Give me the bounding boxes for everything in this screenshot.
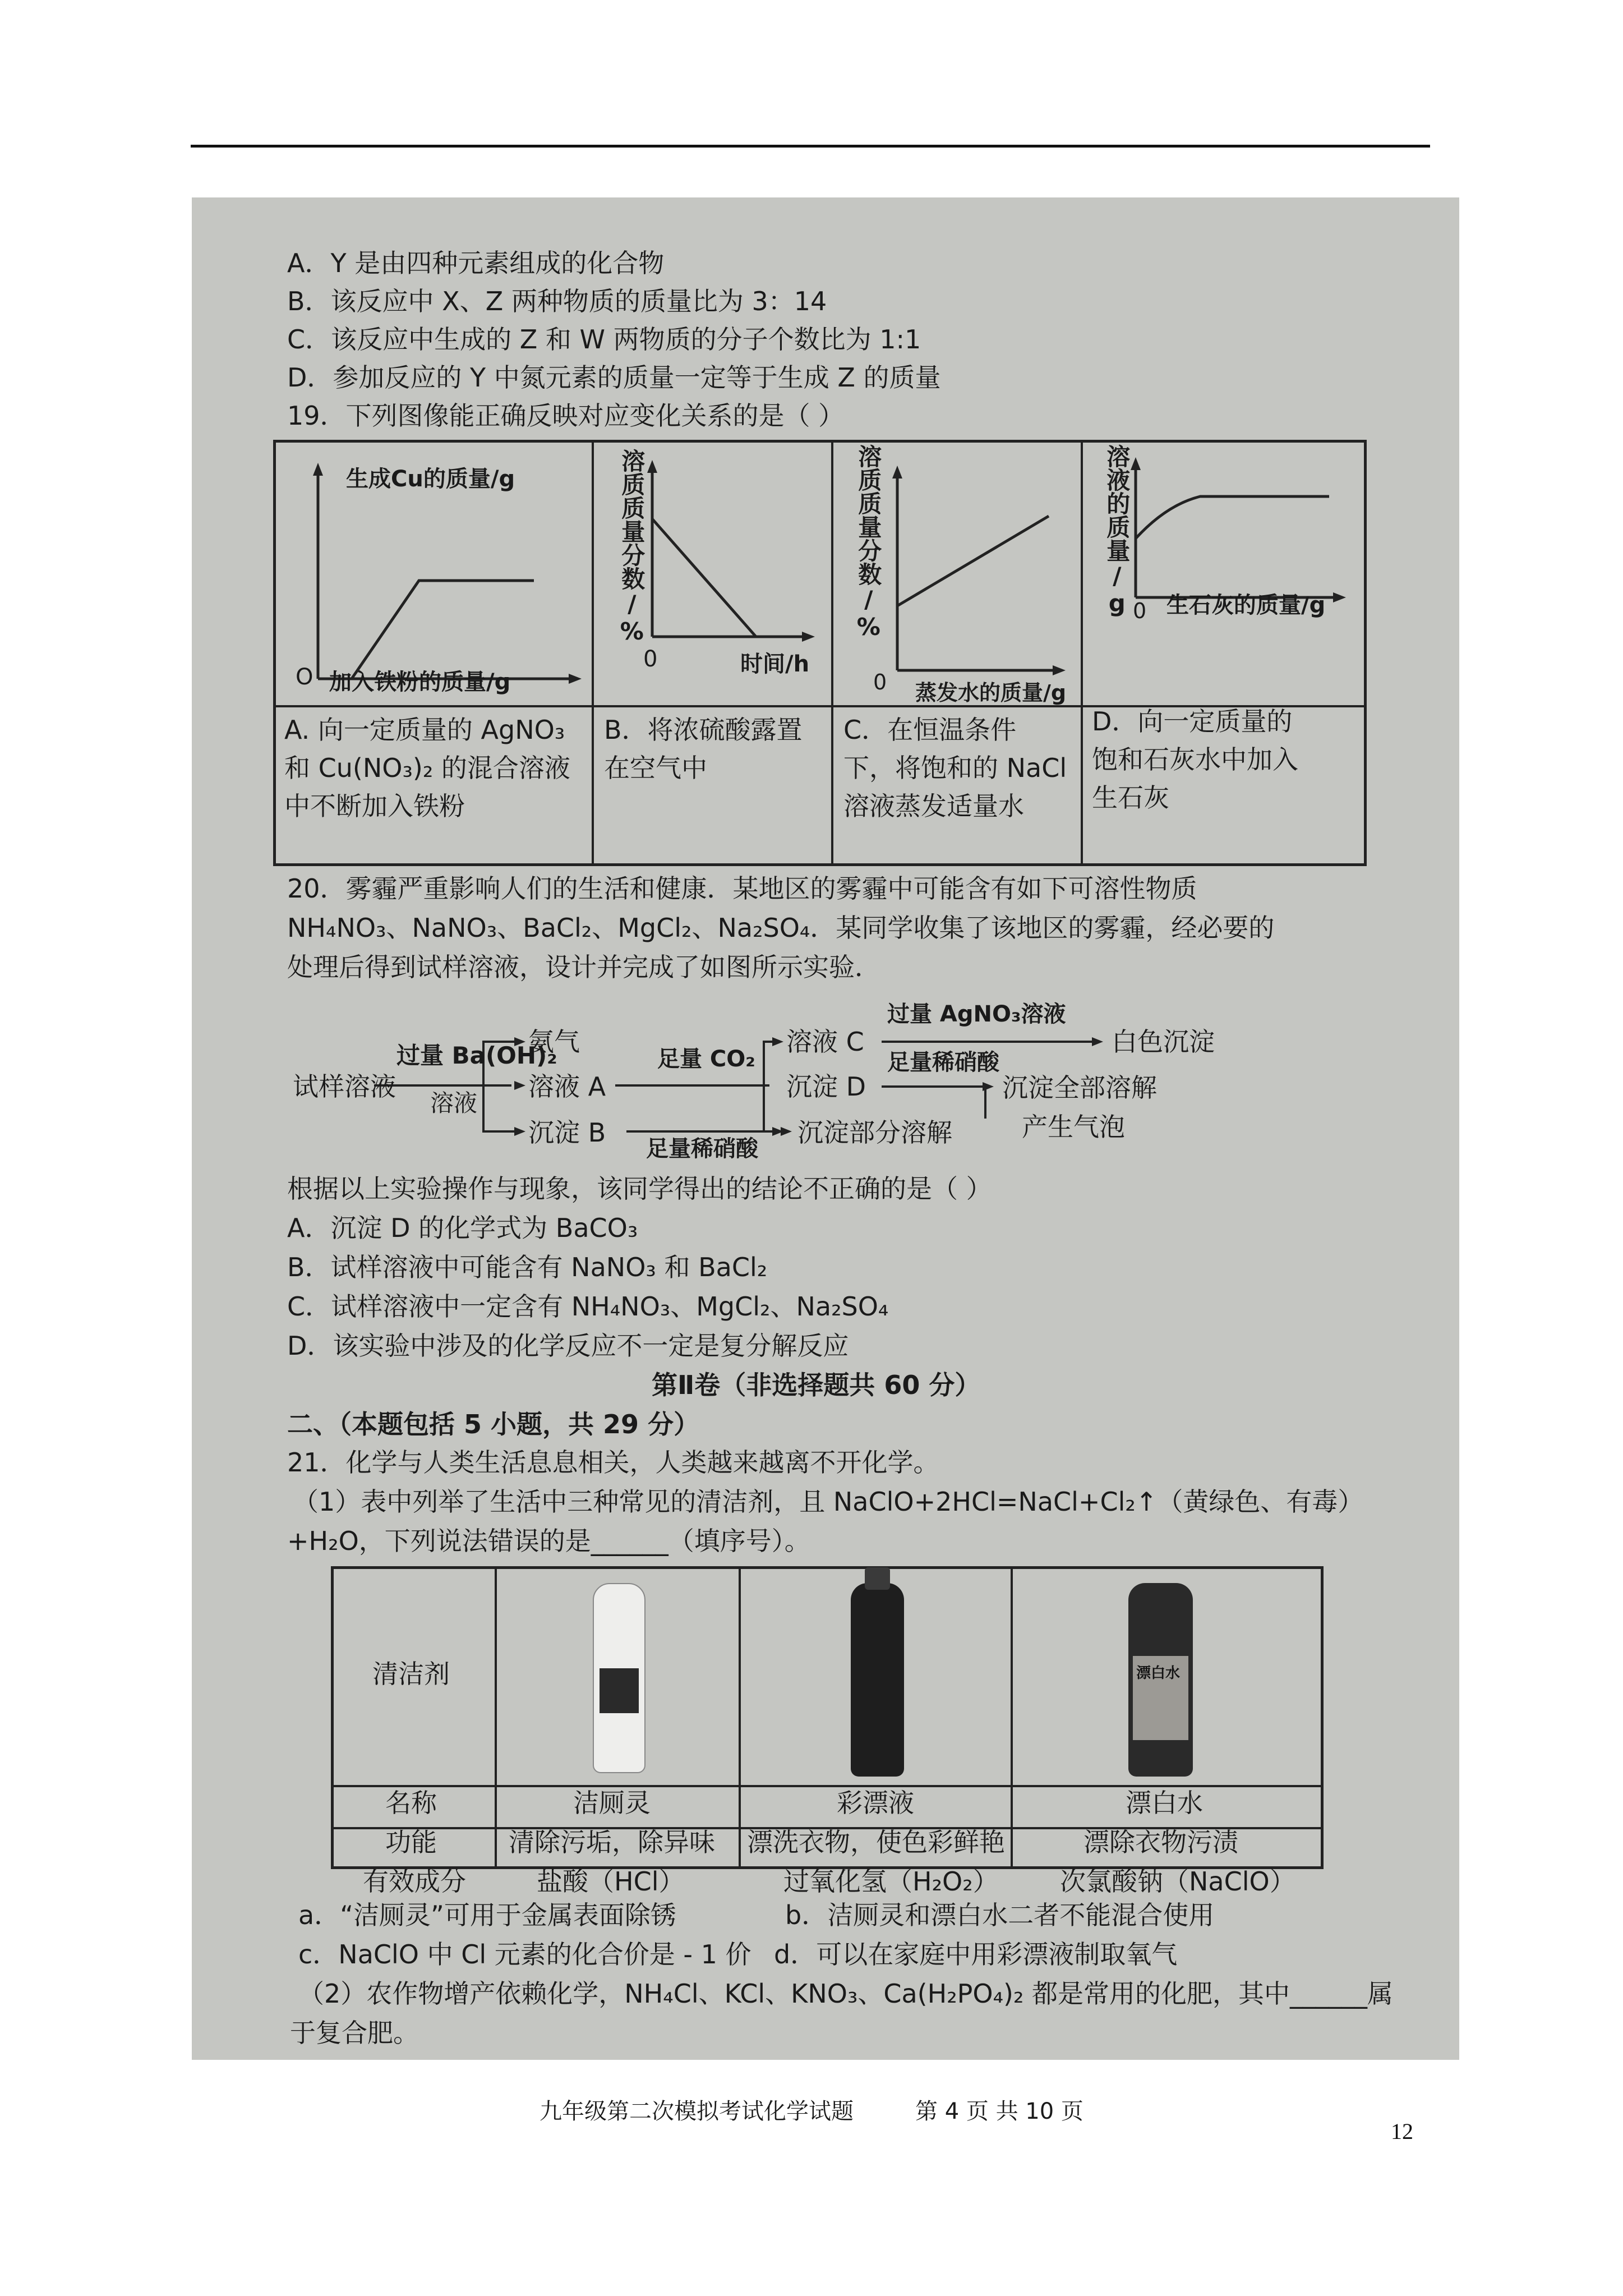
q20-option-d: D．该实验中涉及的化学反应不一定是复分解反应	[287, 1331, 849, 1361]
flow-reagent1-bottom: 溶液	[430, 1089, 478, 1117]
q21-stem: 21．化学与人类生活息息相关，人类越来越离不开化学。	[287, 1447, 939, 1478]
graph-b-caption: B．将浓硫酸露置 在空气中	[604, 715, 803, 783]
flow-reagent-hno3-b: 足量稀硝酸	[646, 1136, 758, 1162]
q20-question: 根据以上实验操作与现象，该同学得出的结论不正确的是（ ）	[287, 1174, 992, 1204]
flow-reagent-agno3: 过量 AgNO₃溶液	[887, 1001, 1066, 1027]
product-2-name: 彩漂液	[837, 1788, 914, 1818]
product-3-name: 漂白水	[1126, 1788, 1203, 1818]
flow-partial-dissolve: 沉淀部分溶解	[797, 1117, 952, 1148]
table-divider	[739, 1566, 741, 1869]
q19-stem: 19．下列图像能正确反映对应变化关系的是（ ）	[287, 401, 845, 431]
graph-d-origin: 0	[1133, 599, 1147, 623]
graph-d-ylabel: 溶液的质量/g	[1103, 444, 1131, 617]
graph-c-xlabel: 蒸发水的质量/g	[915, 680, 1067, 705]
flow-reagent1-top: 过量 Ba(OH)₂	[396, 1042, 557, 1069]
graph-c-origin: 0	[873, 670, 887, 694]
q21-sub2-line2: 于复合肥。	[290, 2018, 419, 2048]
q20-stem-line1: 20．雾霾严重影响人们的生活和健康．某地区的雾霾中可能含有如下可溶性物质	[287, 873, 1197, 904]
jieceling-bottle-image	[593, 1583, 645, 1773]
product-3-ingredient: 次氯酸钠（NaClO）	[1060, 1866, 1295, 1897]
q21-sub1-line2: +H₂O，下列说法错误的是______（填序号）。	[287, 1526, 810, 1556]
page-number: 12	[1391, 2119, 1413, 2144]
flow-precipitate-b: 沉淀 B	[528, 1117, 606, 1148]
flow-white-precipitate: 白色沉淀	[1112, 1027, 1215, 1057]
flow-reagent-co2: 足量 CO₂	[657, 1046, 755, 1072]
exam-page-photo	[192, 197, 1459, 2124]
flow-solution-a: 溶液 A	[528, 1071, 606, 1102]
flow-start: 试样溶液	[293, 1071, 396, 1102]
q20-stem-line2: NH₄NO₃、NaNO₃、BaCl₂、MgCl₂、Na₂SO₄．某同学收集了该地区的雾霾，经必要的	[287, 913, 1275, 943]
product-2-ingredient: 过氧化氢（H₂O₂）	[783, 1866, 999, 1897]
flow-bubbles: 产生气泡	[1022, 1112, 1125, 1142]
q21-option-b: b．洁厕灵和漂白水二者不能混合使用	[785, 1900, 1215, 1930]
q21-sub1-line1: （1）表中列举了生活中三种常见的清洁剂，且 NaClO+2HCl=NaCl+Cl₂↑（黄绿色、有毒）	[293, 1487, 1364, 1517]
product-1-function: 清除污垢，除异味	[509, 1827, 715, 1857]
q18-option-d: D．参加反应的 Y 中氮元素的质量一定等于生成 Z 的质量	[287, 362, 941, 393]
graph-a-origin: O	[296, 664, 313, 690]
table-row-label-ingredient: 有效成分	[363, 1866, 466, 1897]
q20-option-c: C．试样溶液中一定含有 NH₄NO₃、MgCl₂、Na₂SO₄	[287, 1291, 889, 1322]
product-3-function: 漂除衣物污渍	[1083, 1827, 1238, 1857]
graph-d-xlabel: 生石灰的质量/g	[1166, 592, 1326, 618]
q20-option-a: A．沉淀 D 的化学式为 BaCO₃	[287, 1213, 638, 1243]
table-row-label-name: 名称	[385, 1788, 437, 1818]
flow-all-dissolve: 沉淀全部溶解	[1002, 1073, 1157, 1103]
graph-a-caption: A. 向一定质量的 AgNO₃ 和 Cu(NO₃)₂ 的混合溶液 中不断加入铁粉	[284, 715, 570, 821]
section2-part: 二、（本题包括 5 小题，共 29 分）	[287, 1409, 700, 1439]
graph-a-ylabel: 生成Cu的质量/g	[346, 466, 515, 492]
graph-d	[1082, 443, 1363, 704]
q20-stem-line3: 处理后得到试样溶液，设计并完成了如图所示实验．	[287, 952, 880, 982]
flow-reagent-hno3: 足量稀硝酸	[887, 1050, 999, 1075]
q18-option-b: B．该反应中 X、Z 两种物质的质量比为 3：14	[287, 286, 827, 316]
graph-c-ylabel: 溶质质量分数/%	[855, 444, 883, 641]
q21-option-d: d．可以在家庭中用彩漂液制取氧气	[774, 1939, 1178, 1970]
graph-b-xlabel: 时间/h	[740, 651, 810, 677]
flow-solution-c: 溶液 C	[786, 1027, 864, 1057]
table-divider	[495, 1566, 497, 1869]
table-row-label-function: 功能	[385, 1827, 437, 1857]
q21-sub2-line1: （2）农作物增产依赖化学，NH₄Cl、KCl、KNO₃、Ca(H₂PO₄)₂ 都是常用的化肥，其中______属	[298, 1978, 1394, 2009]
graph-a-xlabel: 加入铁粉的质量/g	[329, 669, 511, 695]
product-2-function: 漂洗衣物，使色彩鲜艳	[747, 1827, 1005, 1857]
q18-option-a: A．Y 是由四种元素组成的化合物	[287, 248, 665, 278]
q18-option-c: C．该反应中生成的 Z 和 W 两物质的分子个数比为 1:1	[287, 324, 921, 355]
footer-page: 第 4 页 共 10 页	[915, 2099, 1083, 2124]
flow-precipitate-d: 沉淀 D	[786, 1071, 866, 1102]
caipiaoye-bottle-image	[851, 1583, 904, 1777]
graph-c-caption: C．在恒温条件 下，将饱和的 NaCl 溶液蒸发适量水	[843, 715, 1067, 821]
q21-option-c: c．NaClO 中 Cl 元素的化合价是 - 1 价	[298, 1939, 751, 1970]
q21-option-a: a．“洁厕灵”可用于金属表面除锈	[298, 1900, 676, 1930]
product-1-name: 洁厕灵	[573, 1788, 651, 1818]
table-header-cleaner: 清洁剂	[372, 1659, 450, 1689]
top-rule	[191, 145, 1430, 148]
flow-gas: 氨气	[528, 1027, 580, 1057]
table-divider	[1011, 1566, 1013, 1869]
piaobaishui-bottle-image: 漂白水	[1128, 1583, 1193, 1777]
q20-option-b: B．试样溶液中可能含有 NaNO₃ 和 BaCl₂	[287, 1252, 768, 1282]
graph-b-origin: 0	[643, 646, 658, 672]
table-divider	[331, 1785, 1324, 1787]
footer-title: 九年级第二次模拟考试化学试题	[540, 2099, 854, 2124]
graph-c	[833, 443, 1080, 704]
section2-heading: 第Ⅱ卷（非选择题共 60 分）	[652, 1370, 981, 1400]
product-1-ingredient: 盐酸（HCl）	[537, 1866, 685, 1897]
graph-b-ylabel: 溶质质量分数/%	[618, 449, 646, 645]
graph-d-caption: D．向一定质量的 饱和石灰水中加入 生石灰	[1092, 706, 1298, 813]
